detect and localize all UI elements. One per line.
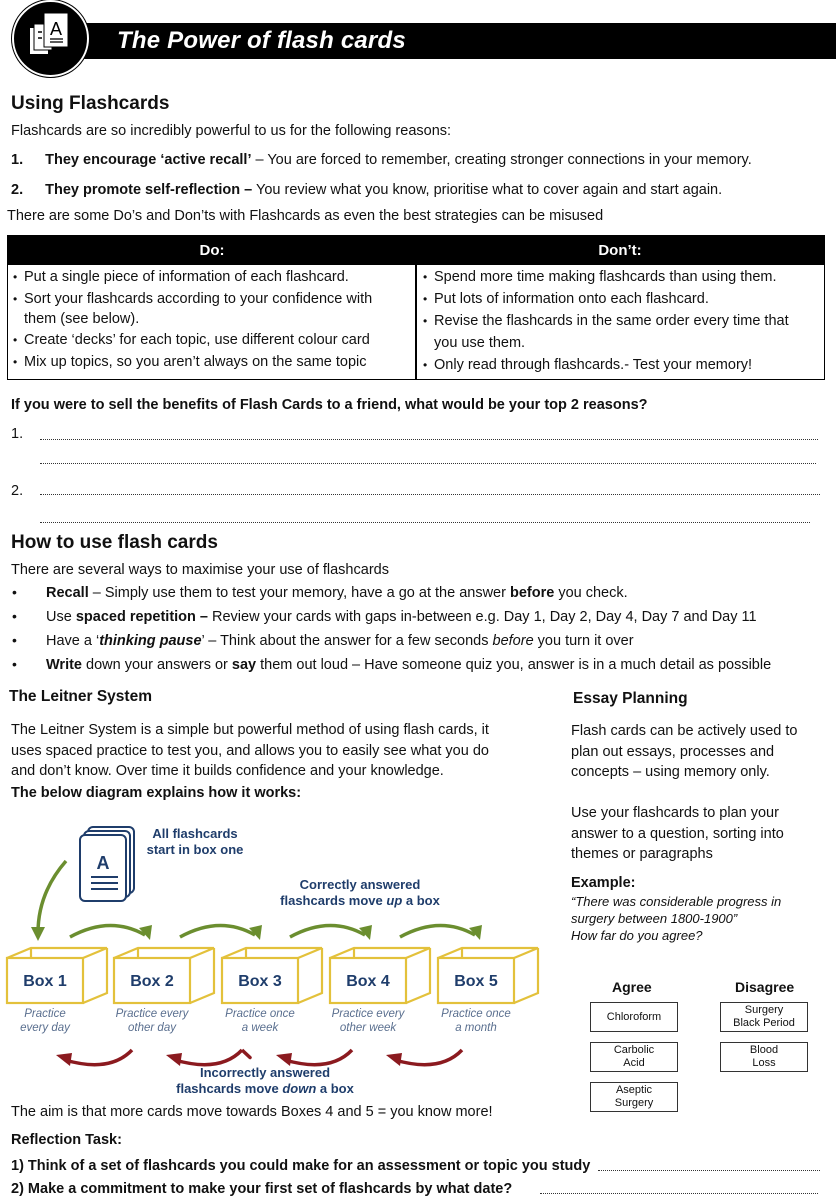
reason-num: 2. <box>11 182 24 198</box>
reflection-question-2: 2) Make a commitment to make your first set of flashcards by what date? <box>11 1181 513 1197</box>
answer-2-number: 2. <box>11 483 24 499</box>
column-divider <box>415 265 417 380</box>
diagram-intro: The below diagram explains how it works: <box>11 785 302 801</box>
reason-1 <box>11 151 752 169</box>
do-item: • Create ‘decks’ for each topic, use different colour card <box>13 329 372 351</box>
box-3: Box 3 <box>238 973 282 990</box>
dont-list <box>423 266 789 376</box>
svg-text:A: A <box>49 19 63 39</box>
box-2: Box 2 <box>130 973 174 990</box>
reflection-answer-2[interactable] <box>540 1193 818 1194</box>
essay-para-1: Flash cards can be actively used to plan out essays, processes and concepts – using memory only. <box>571 723 798 780</box>
down-label: Incorrectly answered flashcards move down a box <box>176 1065 354 1096</box>
dont-header: Don’t: <box>416 236 824 265</box>
aim-text: The aim is that more cards move towards Boxes 4 and 5 = you know more! <box>11 1104 493 1120</box>
up-label: Correctly answered flashcards move up a box <box>280 877 440 908</box>
reflection-question-1: 1) Think of a set of flashcards you could make for an assessment or topic you study <box>11 1158 591 1174</box>
diagram-graphics <box>0 815 545 1100</box>
example-label: Example: <box>571 875 636 891</box>
reason-text: – You are forced to remember, creating stronger connections in your memory. <box>251 152 752 168</box>
sell-question: If you were to sell the benefits of Flash Cards to a friend, what would be your top 2 reasons? <box>11 397 648 413</box>
bullet-icon: • <box>12 584 17 600</box>
page-title: The Power of flash cards <box>117 27 406 54</box>
howto-heading: How to use flash cards <box>11 532 218 553</box>
leitner-heading: The Leitner System <box>9 688 152 705</box>
dont-item: • Revise the flashcards in the same order every time that you use them. <box>423 310 789 354</box>
answer-2-line-2[interactable] <box>40 522 810 523</box>
dont-item: • Put lots of information onto each flashcard. <box>423 288 789 310</box>
do-header: Do: <box>8 236 416 265</box>
using-heading: Using Flashcards <box>11 93 170 114</box>
leitner-diagram <box>0 815 545 1100</box>
answer-2-line-1[interactable] <box>40 494 820 495</box>
dos-donts-intro: There are some Do’s and Don’ts with Flashcards as even the best strategies can be misused <box>7 208 604 224</box>
do-list <box>13 266 372 373</box>
box-1-frequency: Practice every day <box>20 1008 70 1034</box>
svg-text:A: A <box>96 853 110 873</box>
dont-item: • Only read through flashcards.- Test your memory! <box>423 354 789 376</box>
agree-card[interactable]: Carbolic Acid <box>590 1042 678 1072</box>
disagree-heading: Disagree <box>735 979 795 995</box>
agree-card[interactable]: Chloroform <box>590 1002 678 1032</box>
reflection-heading: Reflection Task: <box>11 1132 122 1148</box>
answer-1-number: 1. <box>11 426 24 442</box>
do-item: • Mix up topics, so you aren’t always on the same topic <box>13 351 372 373</box>
bullet-icon: • <box>12 632 17 648</box>
howto-bullet: Use spaced repetition – Review your cards with gaps in-between e.g. Day 1, Day 2, Day 4, Day 7 and Day 11 <box>46 609 757 625</box>
leitner-paragraph: The Leitner System is a simple but powerful method of using flash cards, it uses spaced practice to test you, and allows you to easily see what you do and don’t know. Over time it builds confidence and your knowledge. <box>11 722 489 779</box>
example-question: “There was considerable progress in surgery between 1800-1900” How far do you agree? <box>571 894 782 943</box>
box-5: Box 5 <box>454 973 498 990</box>
box-1: Box 1 <box>23 973 67 990</box>
dos-donts-table <box>7 235 825 380</box>
box-4-frequency: Practice every other week <box>331 1008 405 1034</box>
agree-card[interactable]: Aseptic Surgery <box>590 1082 678 1112</box>
bullet-icon: • <box>12 608 17 624</box>
essay-para-2: Use your flashcards to plan your answer to a question, sorting into themes or paragraphs <box>571 805 784 862</box>
reason-bold: They encourage ‘active recall’ <box>45 152 252 168</box>
howto-bullet: Have a ‘thinking pause’ – Think about the answer for a few seconds before you turn it over <box>46 633 634 649</box>
reason-text: You review what you know, prioritise what to cover again and start again. <box>252 182 723 198</box>
howto-bullet: Write down your answers or say them out loud – Have someone quiz you, answer is in a much detail as possible <box>46 657 772 673</box>
howto-bullet: Recall – Simply use them to test your memory, have a go at the answer before you check. <box>46 585 628 601</box>
reason-bold: They promote self-reflection – <box>45 182 253 198</box>
using-intro: Flashcards are so incredibly powerful to us for the following reasons: <box>11 123 452 139</box>
box-3-frequency: Practice once a week <box>225 1008 295 1034</box>
answer-1-line-2[interactable] <box>40 463 816 464</box>
start-label: All flashcards start in box one <box>146 826 244 857</box>
box-4: Box 4 <box>346 973 390 990</box>
answer-1-line-1[interactable] <box>40 439 818 440</box>
dont-item: • Spend more time making flashcards than using them. <box>423 266 789 288</box>
disagree-card[interactable]: Surgery Black Period <box>720 1002 808 1032</box>
reason-2 <box>11 181 722 199</box>
box-5-frequency: Practice once a month <box>441 1008 511 1034</box>
box-2-frequency: Practice every other day <box>115 1008 189 1034</box>
do-item: • Put a single piece of information of each flashcard. <box>13 266 372 288</box>
do-item: • Sort your flashcards according to your confidence with them (see below). <box>13 288 372 329</box>
reflection-answer-1[interactable] <box>598 1170 820 1171</box>
howto-intro: There are several ways to maximise your use of flashcards <box>11 562 389 578</box>
agree-heading: Agree <box>612 979 652 995</box>
bullet-icon: • <box>12 656 17 672</box>
reason-num: 1. <box>11 152 24 168</box>
essay-heading: Essay Planning <box>573 690 688 707</box>
disagree-card[interactable]: Blood Loss <box>720 1042 808 1072</box>
flashcard-a-icon <box>12 0 89 77</box>
